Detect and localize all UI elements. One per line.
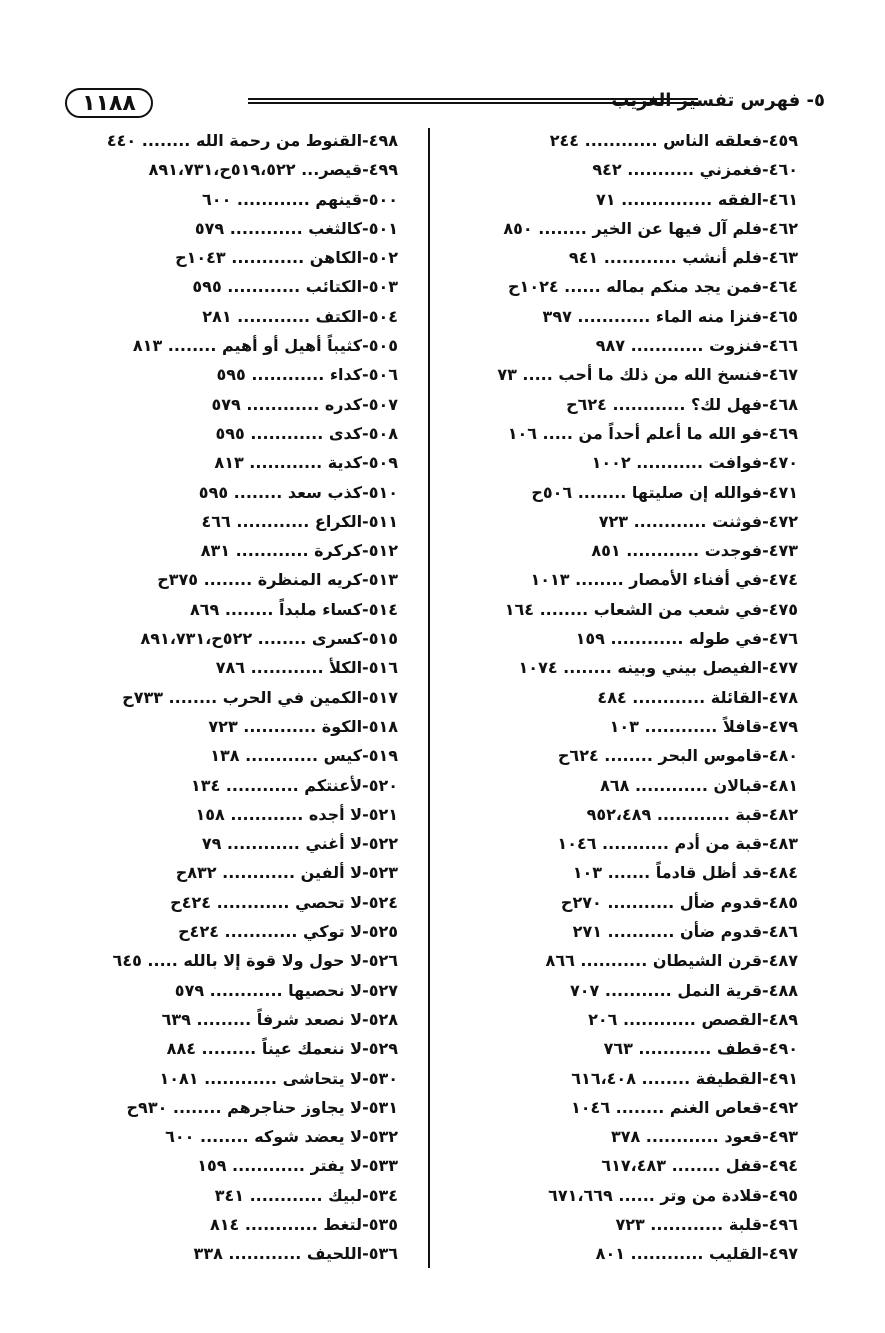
index-entry: ٥٣٥-لتغط ............ ٨١٤ bbox=[209, 1214, 398, 1234]
index-entry: ٤٨٩-القصص ............ ٢٠٦ bbox=[588, 1009, 798, 1029]
index-entry: ٤٩٧-القليب ............ ٨٠١ bbox=[595, 1244, 798, 1264]
index-entry: ٤٧٥-في شعب من الشعاب ........ ١٦٤ bbox=[504, 599, 798, 619]
index-entry: ٥٠٨-كدى ............ ٥٩٥ bbox=[215, 423, 398, 443]
index-entry: ٥٢٨-لا نصعد شرفاً ......... ٦٣٩ bbox=[161, 1009, 398, 1029]
index-entry: ٥٢٠-لأعنتكم ............ ١٣٤ bbox=[190, 775, 398, 795]
index-entry: ٥٢٦-لا حول ولا قوة إلا بالله ..... ٦٤٥ bbox=[112, 951, 398, 971]
index-entry: ٤٩٢-قعاص الغنم ........ ١٠٤٦ bbox=[571, 1097, 798, 1117]
index-entry: ٥٣٠-لا يتحاشى ............ ١٠٨١ bbox=[159, 1068, 398, 1088]
index-entry: ٤٩٤-قفل ........ ٦١٧،٤٨٣ bbox=[601, 1156, 798, 1176]
page-title: ٥- فهرس تفسير الغريب bbox=[611, 90, 825, 111]
index-entry: ٥١٧-الكمين في الحرب ........ ٧٣٣ح bbox=[122, 687, 398, 707]
index-entry: ٤٦٨-فهل لك؟ ............ ٦٢٤ح bbox=[566, 394, 798, 414]
index-entry: ٤٨٤-قد أظل قادماً ....... ١٠٣ bbox=[572, 863, 798, 883]
index-entry: ٥٢٩-لا ننعمك عيناً ......... ٨٨٤ bbox=[166, 1039, 398, 1059]
index-entry: ٥١٣-كريه المنظرة ........ ٣٧٥ح bbox=[157, 570, 398, 590]
index-entry: ٤٦٩-فو الله ما أعلم أحداً من ..... ١٠٦ bbox=[507, 423, 798, 443]
index-entry: ٥٣٤-لبيك ............ ٣٤١ bbox=[214, 1185, 398, 1205]
index-entry: ٥٢٧-لا نحصيها ............ ٥٧٩ bbox=[174, 980, 398, 1000]
index-entry: ٤٩٩-قيصر... ٥١٩،٥٢٢ح،٨٩١،٧٣١ bbox=[148, 160, 398, 180]
index-entry: ٥٢٣-لا ألفين ............ ٨٣٢ح bbox=[175, 863, 398, 883]
index-entry: ٤٧٦-في طوله ............ ١٥٩ bbox=[575, 629, 798, 649]
index-entry: ٥٠٥-كثيباً أهيل أو أهيم ........ ٨١٣ bbox=[132, 336, 398, 356]
index-entry: ٥٠٤-الكتف ............ ٢٨١ bbox=[202, 306, 398, 326]
index-entry: ٥٠٦-كداء ............ ٥٩٥ bbox=[216, 365, 398, 385]
index-entry: ٥٢٢-لا أغني ............ ٧٩ bbox=[201, 834, 398, 854]
index-entry: ٤٧٣-فوجدت ............ ٨٥١ bbox=[591, 541, 798, 561]
index-entry: ٤٩١-القطيفة ........ ٦١٦،٤٠٨ bbox=[571, 1068, 798, 1088]
index-entry: ٤٨٨-قرية النمل ........... ٧٠٧ bbox=[570, 980, 798, 1000]
index-column-right bbox=[448, 126, 798, 1269]
index-entry: ٤٦٢-فلم آل فيها عن الخير ........ ٨٥٠ bbox=[503, 218, 798, 238]
index-entry: ٤٨٦-قدوم ضأن ........... ٢٧١ bbox=[572, 922, 798, 942]
index-entry: ٤٩٦-قلبة ............ ٧٢٣ bbox=[615, 1214, 798, 1234]
index-entry: ٤٦٤-فمن يجد منكم بماله ...... ١٠٢٤ح bbox=[508, 277, 798, 297]
index-entry: ٥١٦-الكلأ ............ ٧٨٦ bbox=[215, 658, 398, 678]
index-entry: ٤٧٩-قافلاً ............ ١٠٣ bbox=[609, 716, 798, 736]
index-entry: ٥٠١-كالثغب ............ ٥٧٩ bbox=[194, 218, 398, 238]
index-entry: ٥١٥-كسرى ........ ٥٢٢ح،٨٩١،٧٣١ bbox=[140, 629, 398, 649]
index-entry: ٤٨٥-قدوم ضأل ........... ٢٧٠ح bbox=[560, 892, 798, 912]
index-entry: ٤٦١-الفقه ............... ٧١ bbox=[595, 189, 798, 209]
index-entry: ٥٢٤-لا تحصي ............ ٤٢٤ح bbox=[170, 892, 398, 912]
index-entry: ٤٦٥-فنزا منه الماء ............ ٣٩٧ bbox=[542, 306, 798, 326]
index-entry: ٥١٨-الكوة ............ ٧٢٣ bbox=[208, 716, 398, 736]
index-entry: ٤٧٠-فوافت ........... ١٠٠٢ bbox=[591, 453, 798, 473]
index-entry: ٥٠٩-كدية ............ ٨١٣ bbox=[214, 453, 398, 473]
index-entry: ٤٧٨-القائلة ............ ٤٨٤ bbox=[597, 687, 798, 707]
page-header bbox=[65, 88, 825, 124]
index-entry: ٥٣٦-اللحيف ............ ٣٣٨ bbox=[193, 1244, 398, 1264]
index-entry: ٤٥٩-فعلقه الناس ............ ٢٤٤ bbox=[549, 131, 798, 150]
index-entry: ٤٩٥-قلادة من وتر ...... ٦٧١،٦٦٩ bbox=[548, 1185, 798, 1205]
index-entry: ٥٢١-لا أجده ............ ١٥٨ bbox=[195, 804, 398, 824]
page-number: ١١٨٨ bbox=[65, 88, 153, 118]
index-entry: ٤٩٨-القنوط من رحمة الله ........ ٤٤٠ bbox=[106, 131, 398, 150]
index-entry: ٥١١-الكراع ............ ٤٦٦ bbox=[201, 511, 398, 531]
index-entry: ٤٧٤-في أفناء الأمصار ........ ١٠١٣ bbox=[530, 570, 798, 590]
index-entry: ٥١٠-كذب سعد ........ ٥٩٥ bbox=[198, 482, 398, 502]
column-divider bbox=[428, 128, 430, 1268]
index-entry: ٤٦٦-فنزوت ............ ٩٨٧ bbox=[595, 336, 798, 356]
index-entry: ٥٣٢-لا يعضد شوكه ........ ٦٠٠ bbox=[165, 1127, 398, 1147]
index-entry: ٥٠٠-قينهم ............ ٦٠٠ bbox=[202, 189, 398, 209]
index-entry: ٥٠٢-الكاهن ............ ١٠٤٣ح bbox=[175, 248, 398, 268]
index-entry: ٤٧٢-فوثنت ............ ٧٢٣ bbox=[598, 511, 798, 531]
index-entry: ٤٩٣-قعود ............ ٣٧٨ bbox=[610, 1127, 798, 1147]
index-entry: ٤٧١-فوالله إن صليتها ........ ٥٠٦ح bbox=[531, 482, 798, 502]
index-entry: ٤٦٠-فغمزني ........... ٩٤٢ bbox=[592, 160, 798, 180]
index-entry: ٥٣٣-لا يفتر ............ ١٥٩ bbox=[197, 1156, 398, 1176]
index-entry: ٥١٢-كركرة ............ ٨٣١ bbox=[200, 541, 398, 561]
index-entry: ٤٧٧-الفيصل بيني وبينه ........ ١٠٧٤ bbox=[518, 658, 798, 678]
index-entry: ٥٢٥-لا توكي ............ ٤٢٤ح bbox=[178, 922, 398, 942]
index-entry: ٤٨١-قبالان ............ ٨٦٨ bbox=[600, 775, 798, 795]
index-entry: ٥١٤-كساء ملبداً ........ ٨٦٩ bbox=[189, 599, 398, 619]
index-entry: ٤٨٠-قاموس البحر ........ ٦٢٤ح bbox=[557, 746, 798, 766]
index-entry: ٤٨٢-قبة ............ ٩٥٢،٤٨٩ bbox=[586, 804, 798, 824]
index-entry: ٥٠٧-كدره ............ ٥٧٩ bbox=[211, 394, 398, 414]
index-entry: ٥٣١-لا يجاوز حناجرهم ........ ٩٣٠ح bbox=[126, 1097, 398, 1117]
index-entry: ٤٩٠-قطف ............ ٧٦٣ bbox=[603, 1039, 798, 1059]
index-entry: ٤٦٣-فلم أنشب ............ ٩٤١ bbox=[568, 248, 798, 268]
index-entry: ٤٨٣-قبة من أدم ........... ١٠٤٦ bbox=[557, 834, 798, 854]
index-column-left bbox=[48, 126, 398, 1269]
index-entry: ٥١٩-كيس ............ ١٣٨ bbox=[210, 746, 398, 766]
index-entry: ٤٨٧-قرن الشيطان ........... ٨٦٦ bbox=[545, 951, 798, 971]
index-entry: ٤٦٧-فنسخ الله من ذلك ما أحب ..... ٧٣ bbox=[497, 365, 798, 385]
index-entry: ٥٠٣-الكتائب ............ ٥٩٥ bbox=[192, 277, 398, 297]
